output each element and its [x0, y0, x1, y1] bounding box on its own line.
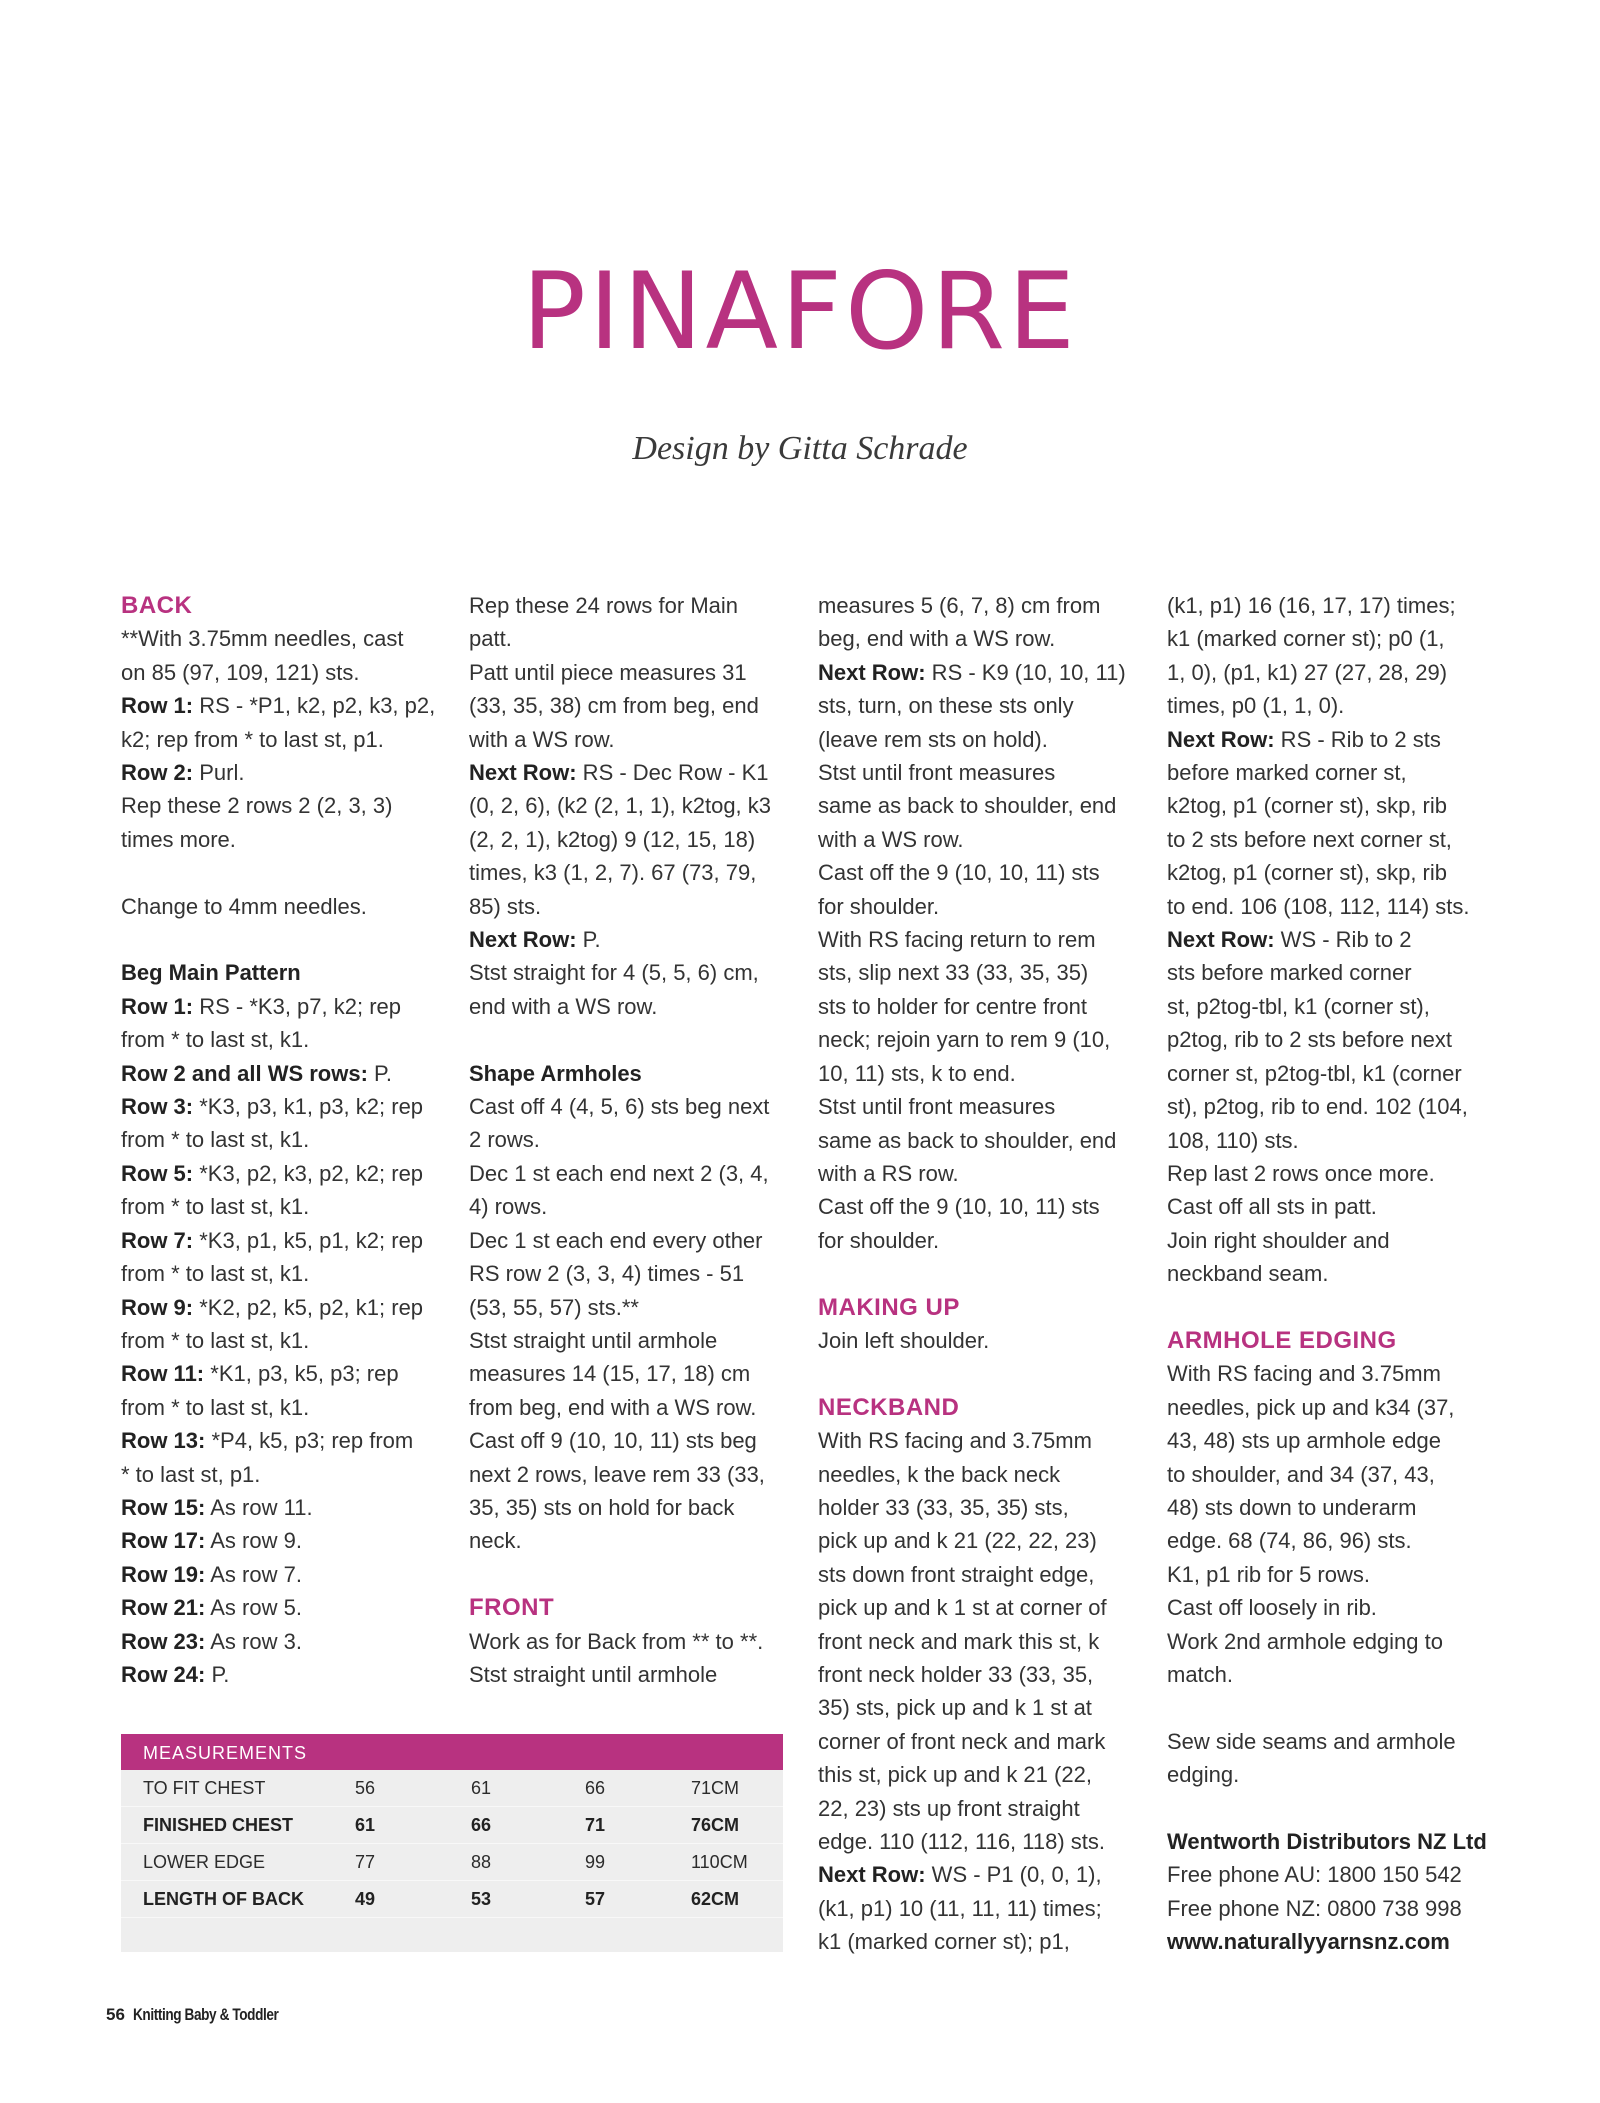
- text-line: With RS facing return to rem: [818, 927, 1096, 953]
- text-line: Cast off the 9 (10, 10, 11) sts: [818, 860, 1100, 886]
- cell-value: 76CM: [691, 1815, 740, 1835]
- cell-value: 110CM: [691, 1852, 748, 1872]
- text-line: edging.: [1167, 1762, 1240, 1788]
- text-line: Sew side seams and armhole: [1167, 1728, 1456, 1754]
- text-line: Dec 1 st each end every other: [469, 1227, 763, 1253]
- text-line: **With 3.75mm needles, cast: [121, 626, 404, 652]
- text-line: this st, pick up and k 21 (22,: [818, 1762, 1092, 1788]
- text-line: from * to last st, k1.: [121, 1261, 310, 1287]
- spacer: [469, 1023, 801, 1056]
- text-line: Change to 4mm needles.: [121, 893, 367, 919]
- text-line: needles, k the back neck: [818, 1461, 1061, 1487]
- instruction-row: [121, 1558, 453, 1591]
- text-line: Patt until piece measures 31: [469, 659, 747, 685]
- row-label: Row 1:: [121, 693, 194, 719]
- text-line: 35, 35) sts on hold for back: [469, 1494, 735, 1520]
- text-line: Rep these 2 rows 2 (2, 3, 3): [121, 793, 393, 819]
- table-row: [121, 1881, 783, 1918]
- row-label: Row 19:: [121, 1561, 206, 1587]
- text-line: from * to last st, k1.: [121, 1027, 310, 1053]
- row-label: FINISHED CHEST: [143, 1815, 294, 1835]
- cell-value: 99: [585, 1852, 606, 1872]
- row-text: P.: [205, 1661, 230, 1687]
- spacer: [818, 1257, 1150, 1290]
- subheading-main-pattern: Beg Main Pattern: [121, 960, 301, 986]
- text-line: 48) sts down to underarm: [1167, 1494, 1417, 1520]
- text-line: from * to last st, k1.: [121, 1327, 310, 1353]
- text-line: neckband seam.: [1167, 1261, 1329, 1287]
- text-line: with a WS row.: [469, 726, 615, 752]
- text-line: Dec 1 st each end next 2 (3, 4,: [469, 1160, 769, 1186]
- text-line: times, k3 (1, 2, 7). 67 (73, 79,: [469, 860, 757, 886]
- section-heading-front: FRONT: [469, 1594, 555, 1622]
- text-line: sts down front straight edge,: [818, 1561, 1095, 1587]
- row-label: Row 9:: [121, 1294, 194, 1320]
- measurements-table: [121, 1734, 783, 1952]
- text-line: neck; rejoin yarn to rem 9 (10,: [818, 1027, 1111, 1053]
- row-label: Row 5:: [121, 1160, 194, 1186]
- text-line: 22, 23) sts up front straight: [818, 1795, 1080, 1821]
- text-line: (leave rem sts on hold).: [818, 726, 1048, 752]
- row-text: As row 5.: [205, 1595, 302, 1621]
- row-label: Row 21:: [121, 1595, 206, 1621]
- instruction-row: [121, 1491, 453, 1524]
- row-label: Next Row:: [818, 659, 926, 685]
- text-line: 2 rows.: [469, 1127, 540, 1153]
- instruction-row: [818, 1858, 1150, 1891]
- text-line: pick up and k 21 (22, 22, 23): [818, 1528, 1097, 1554]
- spacer: [121, 856, 453, 889]
- cell-value: 49: [355, 1889, 376, 1909]
- distributor-phone-au: Free phone AU: 1800 150 542: [1167, 1862, 1462, 1888]
- table-row: [121, 1844, 783, 1881]
- text-line: Stst until front measures: [818, 1094, 1056, 1120]
- text-line: next 2 rows, leave rem 33 (33,: [469, 1461, 765, 1487]
- row-label: Next Row:: [1167, 927, 1275, 953]
- text-line: (k1, p1) 10 (11, 11, 11) times;: [818, 1895, 1102, 1921]
- text-line: Join left shoulder.: [818, 1327, 990, 1353]
- text-line: beg, end with a WS row.: [818, 626, 1056, 652]
- instruction-row: [1167, 923, 1499, 956]
- distributor-website-link[interactable]: www.naturallyyarnsnz.com: [1167, 1929, 1450, 1955]
- row-text: RS - Dec Row - K1: [576, 760, 769, 786]
- page-footer: [106, 2005, 315, 2025]
- text-line: front neck holder 33 (33, 35,: [818, 1661, 1094, 1687]
- measurements-heading: MEASUREMENTS: [121, 1734, 783, 1770]
- text-line: Rep these 24 rows for Main: [469, 593, 739, 618]
- row-text: As row 11.: [205, 1494, 313, 1520]
- row-label: Row 11:: [121, 1361, 205, 1387]
- text-line: same as back to shoulder, end: [818, 1127, 1117, 1153]
- instruction-row: [121, 756, 453, 789]
- instruction-row: [121, 1157, 453, 1190]
- row-text: RS - K9 (10, 10, 11): [925, 659, 1126, 685]
- text-line: from beg, end with a WS row.: [469, 1394, 757, 1420]
- row-label: LOWER EDGE: [143, 1852, 266, 1872]
- row-label: Next Row:: [469, 927, 577, 953]
- text-line: from * to last st, k1.: [121, 1394, 310, 1420]
- text-line: to shoulder, and 34 (37, 43,: [1167, 1461, 1435, 1487]
- text-line: sts to holder for centre front: [818, 993, 1088, 1019]
- row-text: As row 9.: [205, 1528, 302, 1554]
- instruction-row: [469, 756, 801, 789]
- instruction-row: [121, 1224, 453, 1257]
- row-text: As row 7.: [205, 1561, 302, 1587]
- instruction-row: [121, 1090, 453, 1123]
- text-line: With RS facing and 3.75mm: [818, 1428, 1092, 1454]
- text-line: same as back to shoulder, end: [818, 793, 1117, 819]
- spacer: [1167, 1792, 1499, 1825]
- text-line: with a RS row.: [818, 1160, 959, 1186]
- column-3: [818, 589, 1150, 1959]
- row-label: Row 2 and all WS rows:: [121, 1060, 368, 1086]
- row-label: TO FIT CHEST: [143, 1778, 266, 1798]
- spacer: [1167, 1691, 1499, 1724]
- spacer: [121, 923, 453, 956]
- distributor-phone-nz: Free phone NZ: 0800 738 998: [1167, 1895, 1462, 1921]
- text-line: times, p0 (1, 1, 0).: [1167, 693, 1345, 719]
- spacer: [469, 1558, 801, 1591]
- row-label: Row 24:: [121, 1661, 206, 1687]
- text-line: 43, 48) sts up armhole edge: [1167, 1428, 1441, 1454]
- text-line: st), p2tog, rib to end. 102 (104,: [1167, 1094, 1468, 1120]
- text-line: measures 14 (15, 17, 18) cm: [469, 1361, 751, 1387]
- text-line: Work as for Back from ** to **.: [469, 1628, 764, 1654]
- row-label: Row 7:: [121, 1227, 194, 1253]
- text-line: for shoulder.: [818, 893, 940, 919]
- cell-value: 66: [585, 1778, 606, 1798]
- page-number: 56: [106, 2005, 125, 2024]
- subheading-shape-armholes: Shape Armholes: [469, 1060, 642, 1086]
- cell-value: 56: [355, 1778, 376, 1798]
- cell-value: 57: [585, 1889, 606, 1909]
- text-line: (2, 2, 1), k2tog) 9 (12, 15, 18): [469, 826, 756, 852]
- text-line: to 2 sts before next corner st,: [1167, 826, 1452, 852]
- text-line: * to last st, p1.: [121, 1461, 261, 1487]
- text-line: for shoulder.: [818, 1227, 940, 1253]
- row-text: RS - *K3, p7, k2; rep: [193, 993, 401, 1019]
- cell-value: 62CM: [691, 1889, 740, 1909]
- row-label: Next Row:: [1167, 726, 1275, 752]
- instruction-row: [121, 1291, 453, 1324]
- text-line: sts, slip next 33 (33, 35, 35): [818, 960, 1089, 986]
- row-text: *K1, p3, k5, p3; rep: [204, 1361, 399, 1387]
- page-title: PINAFORE: [521, 250, 1079, 373]
- text-line: times more.: [121, 826, 236, 852]
- instruction-row: [1167, 723, 1499, 756]
- text-line: patt.: [469, 626, 512, 652]
- text-line: Cast off 4 (4, 5, 6) sts beg next: [469, 1094, 770, 1120]
- instruction-row: [469, 923, 801, 956]
- instruction-row: [121, 1591, 453, 1624]
- row-text: RS - *P1, k2, p2, k3, p2,: [193, 693, 436, 719]
- cell-value: 61: [355, 1815, 376, 1835]
- text-line: Rep last 2 rows once more.: [1167, 1160, 1435, 1186]
- column-1: [121, 589, 453, 1691]
- text-line: 108, 110) sts.: [1167, 1127, 1299, 1153]
- row-text: *P4, k5, p3; rep from: [205, 1428, 414, 1454]
- text-line: Work 2nd armhole edging to: [1167, 1628, 1443, 1654]
- text-line: 85) sts.: [469, 893, 542, 919]
- text-line: Stst straight until armhole: [469, 1661, 718, 1687]
- text-line: corner of front neck and mark: [818, 1728, 1106, 1754]
- instruction-row: [121, 689, 453, 722]
- row-label: Row 23:: [121, 1628, 206, 1654]
- section-heading-back: BACK: [121, 592, 193, 619]
- row-text: *K3, p2, k3, p2, k2; rep: [193, 1160, 424, 1186]
- text-line: match.: [1167, 1661, 1234, 1687]
- row-label: Next Row:: [469, 760, 577, 786]
- text-line: 35) sts, pick up and k 1 st at: [818, 1695, 1092, 1721]
- row-label: Next Row:: [818, 1862, 926, 1888]
- instruction-row: [121, 1524, 453, 1557]
- text-line: pick up and k 1 st at corner of: [818, 1595, 1107, 1621]
- text-line: edge. 68 (74, 86, 96) sts.: [1167, 1528, 1412, 1554]
- row-text: P.: [576, 927, 601, 953]
- cell-value: 88: [471, 1852, 492, 1872]
- text-line: k1 (marked corner st); p0 (1,: [1167, 626, 1445, 652]
- cell-value: 61: [471, 1778, 492, 1798]
- cell-value: 71CM: [691, 1778, 740, 1798]
- spacer: [818, 1357, 1150, 1390]
- text-line: k2; rep from * to last st, p1.: [121, 726, 384, 752]
- text-line: holder 33 (33, 35, 35) sts,: [818, 1494, 1069, 1520]
- text-line: sts before marked corner: [1167, 960, 1412, 986]
- instruction-row: [121, 1625, 453, 1658]
- text-line: st, p2tog-tbl, k1 (corner st),: [1167, 993, 1430, 1019]
- text-line: (33, 35, 38) cm from beg, end: [469, 693, 759, 719]
- text-line: from * to last st, k1.: [121, 1127, 310, 1153]
- text-line: needles, pick up and k34 (37,: [1167, 1394, 1455, 1420]
- section-heading-neckband: NECKBAND: [818, 1393, 960, 1421]
- row-label: Row 13:: [121, 1428, 206, 1454]
- text-line: (0, 2, 6), (k2 (2, 1, 1), k2tog, k3: [469, 793, 772, 819]
- cell-value: 66: [471, 1815, 492, 1835]
- magazine-name: Knitting Baby & Toddler: [132, 2005, 279, 2024]
- cell-value: 53: [471, 1889, 492, 1909]
- text-line: RS row 2 (3, 3, 4) times - 51: [469, 1261, 745, 1287]
- instruction-row: [121, 990, 453, 1023]
- text-line: end with a WS row.: [469, 993, 658, 1019]
- text-line: (k1, p1) 16 (16, 17, 17) times;: [1167, 593, 1456, 618]
- text-line: on 85 (97, 109, 121) sts.: [121, 659, 360, 685]
- text-line: front neck and mark this st, k: [818, 1628, 1100, 1654]
- row-text: *K3, p3, k1, p3, k2; rep: [193, 1094, 424, 1120]
- row-text: WS - Rib to 2: [1274, 927, 1412, 953]
- text-line: 1, 0), (p1, k1) 27 (27, 28, 29): [1167, 659, 1448, 685]
- text-line: (53, 55, 57) sts.**: [469, 1294, 639, 1320]
- text-line: before marked corner st,: [1167, 760, 1407, 786]
- table-row: [121, 1770, 783, 1807]
- text-line: Join right shoulder and: [1167, 1227, 1390, 1253]
- text-line: k2tog, p1 (corner st), skp, rib: [1167, 793, 1447, 819]
- row-text: As row 3.: [205, 1628, 302, 1654]
- text-line: sts, turn, on these sts only: [818, 693, 1074, 719]
- cell-value: 71: [585, 1815, 606, 1835]
- text-line: edge. 110 (112, 116, 118) sts.: [818, 1829, 1106, 1854]
- text-line: p2tog, rib to 2 sts before next: [1167, 1027, 1452, 1053]
- section-heading-making-up: MAKING UP: [818, 1293, 960, 1321]
- distributor-name: Wentworth Distributors NZ Ltd: [1167, 1828, 1487, 1854]
- row-label: Row 17:: [121, 1528, 206, 1554]
- text-line: 10, 11) sts, k to end.: [818, 1060, 1016, 1086]
- text-line: Cast off 9 (10, 10, 11) sts beg: [469, 1428, 757, 1454]
- instruction-row: [121, 1424, 453, 1457]
- text-line: Cast off loosely in rib.: [1167, 1595, 1377, 1621]
- text-line: k1 (marked corner st); p1,: [818, 1929, 1070, 1955]
- text-line: K1, p1 rib for 5 rows.: [1167, 1561, 1370, 1587]
- table-row: [121, 1807, 783, 1844]
- text-line: 4) rows.: [469, 1194, 548, 1220]
- text-line: Stst straight until armhole: [469, 1327, 718, 1353]
- text-line: from * to last st, k1.: [121, 1194, 310, 1220]
- text-line: Stst straight for 4 (5, 5, 6) cm,: [469, 960, 759, 986]
- text-line: Cast off all sts in patt.: [1167, 1194, 1377, 1220]
- spacer: [1167, 1291, 1499, 1324]
- cell-value: 77: [355, 1852, 376, 1872]
- column-4: [1167, 589, 1499, 1959]
- column-2: [469, 589, 801, 1691]
- text-line: corner st, p2tog-tbl, k1 (corner: [1167, 1060, 1462, 1086]
- row-text: *K2, p2, k5, p2, k1; rep: [193, 1294, 424, 1320]
- row-label: Row 15:: [121, 1494, 206, 1520]
- row-text: Purl.: [193, 760, 245, 786]
- row-label: LENGTH OF BACK: [143, 1889, 304, 1909]
- row-label: Row 2:: [121, 760, 194, 786]
- text-line: Stst until front measures: [818, 760, 1056, 786]
- row-text: *K3, p1, k5, p1, k2; rep: [193, 1227, 424, 1253]
- section-heading-armhole-edging: ARMHOLE EDGING: [1167, 1326, 1397, 1354]
- row-label: Row 1:: [121, 993, 194, 1019]
- instruction-row: [818, 656, 1150, 689]
- text-line: measures 5 (6, 7, 8) cm from: [818, 593, 1101, 618]
- text-line: with a WS row.: [818, 826, 964, 852]
- instruction-row: [121, 1057, 453, 1090]
- row-text: RS - Rib to 2 sts: [1274, 726, 1441, 752]
- text-line: k2tog, p1 (corner st), skp, rib: [1167, 860, 1447, 886]
- instruction-row: [121, 1658, 453, 1691]
- row-text: P.: [367, 1060, 392, 1086]
- text-line: With RS facing and 3.75mm: [1167, 1361, 1441, 1387]
- designer-byline: Design by Gitta Schrade: [632, 430, 968, 467]
- text-line: to end. 106 (108, 112, 114) sts.: [1167, 893, 1470, 919]
- row-label: Row 3:: [121, 1094, 194, 1120]
- text-line: neck.: [469, 1528, 522, 1554]
- text-line: Cast off the 9 (10, 10, 11) sts: [818, 1194, 1100, 1220]
- instruction-row: [121, 1357, 453, 1390]
- row-text: WS - P1 (0, 0, 1),: [925, 1862, 1102, 1888]
